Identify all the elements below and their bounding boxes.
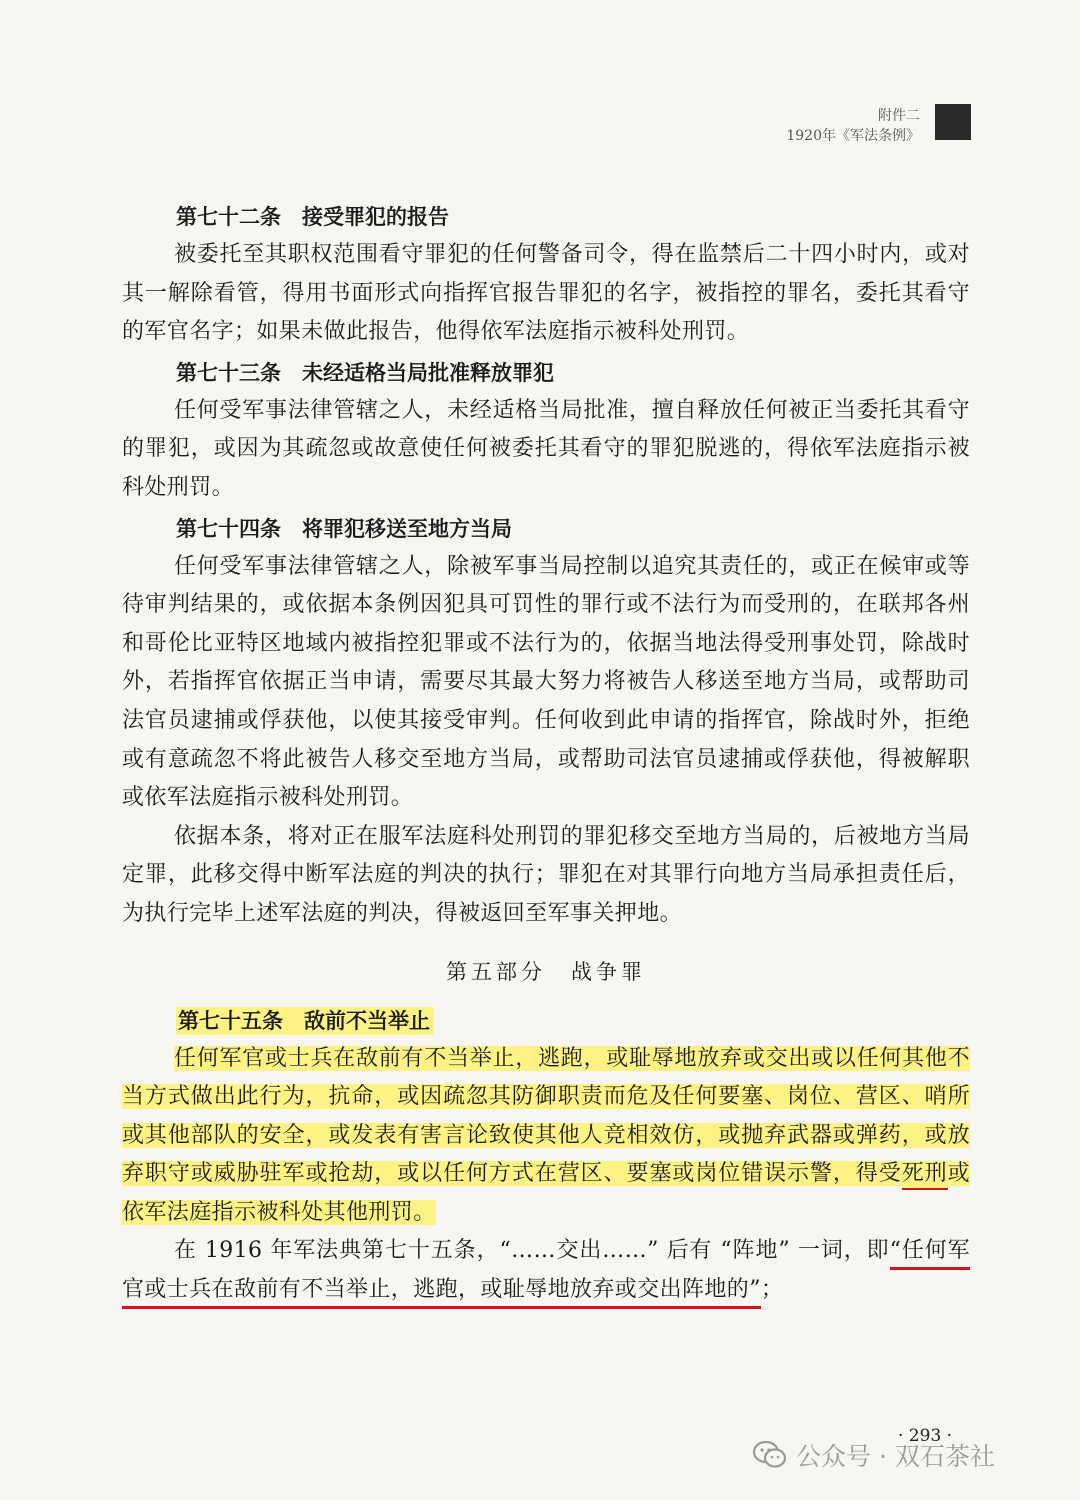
document-body xyxy=(122,196,970,1310)
article-75-heading-highlight: 第七十五条 敌前不当举止 xyxy=(176,1007,434,1035)
note-intro: 在 1916 年军法典第七十五条，“……交出……” 后有 “阵地” 一词，即 xyxy=(174,1238,890,1264)
watermark-text: 公众号 · 双石茶社 xyxy=(796,1442,995,1471)
article-74-heading: 第七十四条 将罪犯移送至地方当局 xyxy=(176,516,512,541)
wechat-icon xyxy=(752,1440,788,1470)
page-number: · 293 · xyxy=(898,1426,953,1446)
section-title: 第五部分 战争罪 xyxy=(446,959,646,984)
article-74-text-1: 任何受军事法律管辖之人，除被军事当局控制以追究其责任的，或正在候审或等待审判结果的，或依据本条例因犯具可罚性的罪行或不法行为而受刑的，在联邦各州和哥伦比亚特区地域内被指控犯罪或不法行为的，依据当地法得受刑事处罚，除战时外，若指挥官依据正当申请，需要尽其最大努力将被告人移送至地方当局，或帮助司法官员逮捕或俘获他，以使其接受审判。任何收到此申请的指挥官，除战时外，拒绝或有意疏忽不将此被告人移交至地方当局，或帮助司法官员逮捕或俘获他，得被解职或依军法庭指示被科处刑罚。 xyxy=(122,553,970,811)
watermark xyxy=(752,1437,995,1473)
article-75-heading xyxy=(122,1002,970,1040)
article-72-text: 被委托至其职权范围看守罪犯的任何警备司令，得在监禁后二十四小时内，或对其一解除看管，得用书面形式向指挥官报告罪犯的名字，被指控的罪名，委托其看守的军官名字；如果未做此报告，他得依军法庭指示被科处刑罚。 xyxy=(122,242,970,345)
article-74-text-2: 依据本条，将对正在服军法庭科处刑罚的罪犯移交至地方当局的，后被地方当局定罪，此移交得中断军法庭的判决的执行；罪犯在对其罪行向地方当局承担责任后，为执行完毕上述军法庭的判决，得被返回至军事关押地。 xyxy=(122,823,970,926)
article-73-heading: 第七十三条 未经适格当局批准释放罪犯 xyxy=(176,360,554,385)
note-1916-text xyxy=(122,1232,970,1309)
note-end: ； xyxy=(760,1277,784,1303)
running-head-appendix: 附件二 xyxy=(878,108,920,124)
article-72-heading: 第七十二条 接受罪犯的报告 xyxy=(176,205,449,229)
article-75-text-end: 或依军法庭指示被科处其他刑罚。 xyxy=(122,1161,970,1225)
article-75-text-highlight: 任何军官或士兵在敌前有不当举止，逃跑，或耻辱地放弃或交出或以任何其他不当方式做出此行为，抗命，或因疏忽其防御职责而危及任何要塞、岗位、营区、哨所或其他部队的安全，或发表有害言论致使其他人竞相效仿，或抛弃武器或弹药，或放弃职守或威胁驻军或抢劫，或以任何方式在营区、要塞或岗位错误示警，得受 xyxy=(122,1045,970,1187)
death-penalty-underlined: 死刑 xyxy=(902,1161,948,1190)
note-quote-underlined: “任何军官或士兵在敌前有不当举止，逃跑，或耻辱地放弃或交出阵地的” xyxy=(122,1238,970,1309)
running-head-block xyxy=(935,104,971,140)
article-75-text xyxy=(122,1040,970,1233)
running-head xyxy=(786,106,920,146)
running-head-title: 1920年《军法条例》 xyxy=(786,128,920,144)
article-73-text: 任何受军事法律管辖之人，未经适格当局批准，擅自释放任何被正当委托其看守的罪犯，或因为其疏忽或故意使任何被委托其看守的罪犯脱逃的，得依军法庭指示被科处刑罚。 xyxy=(122,397,970,500)
